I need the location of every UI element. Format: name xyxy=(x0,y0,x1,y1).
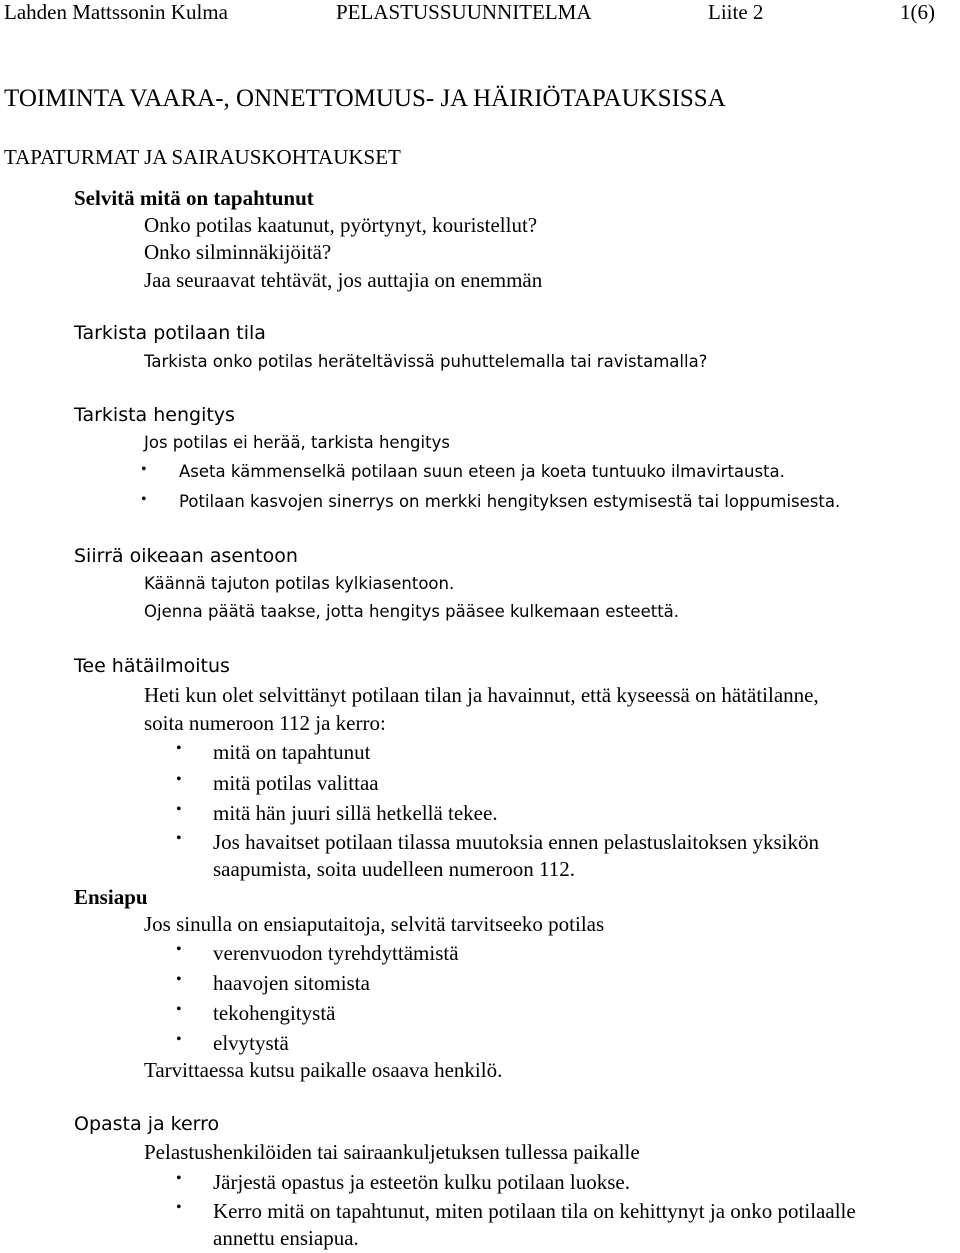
selvita-line-3: Jaa seuraavat tehtävät, jos auttajia on enemmän xyxy=(144,268,543,292)
bullet-icon: • xyxy=(176,771,182,788)
section-heading-hatailmoitus: Tee hätäilmoitus xyxy=(74,655,230,677)
opasta-bullet-2-cont: annettu ensiapua. xyxy=(213,1226,359,1250)
bullet-icon: • xyxy=(141,461,147,478)
opasta-bullet-1: Järjestä opastus ja esteetön kulku potilaan luokse. xyxy=(213,1170,630,1194)
header-page-number: 1(6) xyxy=(900,0,935,24)
hatailmoitus-bullet-3: mitä hän juuri sillä hetkellä tekee. xyxy=(213,801,498,825)
hatailmoitus-bullet-4-cont: saapumista, soita uudelleen numeroon 112. xyxy=(213,857,575,881)
hengitys-bullet-1: Aseta kämmenselkä potilaan suun eteen ja koeta tuntuuko ilmavirtausta. xyxy=(179,462,785,481)
tila-line-1: Tarkista onko potilas heräteltävissä puhuttelemalla tai ravistamalla? xyxy=(144,352,708,371)
section-heading-tila: Tarkista potilaan tila xyxy=(74,322,266,344)
bullet-icon: • xyxy=(176,1001,182,1018)
hatailmoitus-bullet-1: mitä on tapahtunut xyxy=(213,740,371,764)
ensiapu-bullet-4: elvytystä xyxy=(213,1031,289,1055)
header-attachment: Liite 2 xyxy=(708,0,764,24)
page-title: TOIMINTA VAARA-, ONNETTOMUUS- JA HÄIRIÖTAPAUKSISSA xyxy=(4,85,726,112)
bullet-icon: • xyxy=(176,1170,182,1187)
bullet-icon: • xyxy=(176,830,182,847)
ensiapu-line-1: Jos sinulla on ensiaputaitoja, selvitä tarvitseeko potilas xyxy=(144,912,605,936)
hatailmoitus-line-1: Heti kun olet selvittänyt potilaan tilan ja havainnut, että kyseessä on hätätilanne, xyxy=(144,683,819,707)
hatailmoitus-bullet-4: Jos havaitset potilaan tilassa muutoksia ennen pelastuslaitoksen yksikön xyxy=(213,830,819,854)
page-subtitle: TAPATURMAT JA SAIRAUSKOHTAUKSET xyxy=(4,145,401,169)
hatailmoitus-line-2: soita numeroon 112 ja kerro: xyxy=(144,711,386,735)
selvita-line-1: Onko potilas kaatunut, pyörtynyt, kouristellut? xyxy=(144,213,538,237)
header-organization: Lahden Mattssonin Kulma xyxy=(4,0,228,24)
section-heading-opasta: Opasta ja kerro xyxy=(74,1113,220,1135)
ensiapu-closing: Tarvittaessa kutsu paikalle osaava henkilö. xyxy=(144,1058,503,1082)
bullet-icon: • xyxy=(176,1199,182,1216)
header-document-title: PELASTUSSUUNNITELMA xyxy=(336,0,592,24)
bullet-icon: • xyxy=(176,801,182,818)
selvita-line-2: Onko silminnäkijöitä? xyxy=(144,240,332,264)
asento-line-1: Käännä tajuton potilas kylkiasentoon. xyxy=(144,574,455,593)
hengitys-bullet-2: Potilaan kasvojen sinerrys on merkki hengityksen estymisestä tai loppumisesta. xyxy=(179,492,841,511)
hatailmoitus-bullet-2: mitä potilas valittaa xyxy=(213,771,379,795)
ensiapu-bullet-2: haavojen sitomista xyxy=(213,971,370,995)
opasta-line-1: Pelastushenkilöiden tai sairaankuljetuksen tullessa paikalle xyxy=(144,1140,640,1164)
opasta-bullet-2: Kerro mitä on tapahtunut, miten potilaan tila on kehittynyt ja onko potilaalle xyxy=(213,1199,856,1223)
ensiapu-bullet-1: verenvuodon tyrehdyttämistä xyxy=(213,941,459,965)
section-heading-selvita: Selvitä mitä on tapahtunut xyxy=(74,186,314,210)
asento-line-2: Ojenna päätä taakse, jotta hengitys pääsee kulkemaan esteettä. xyxy=(144,602,680,621)
bullet-icon: • xyxy=(141,491,147,508)
section-heading-asento: Siirrä oikeaan asentoon xyxy=(74,545,298,567)
hengitys-line-1: Jos potilas ei herää, tarkista hengitys xyxy=(144,433,450,452)
bullet-icon: • xyxy=(176,740,182,757)
bullet-icon: • xyxy=(176,941,182,958)
section-heading-ensiapu: Ensiapu xyxy=(74,885,148,909)
section-heading-hengitys: Tarkista hengitys xyxy=(74,404,235,426)
bullet-icon: • xyxy=(176,1031,182,1048)
ensiapu-bullet-3: tekohengitystä xyxy=(213,1001,336,1025)
bullet-icon: • xyxy=(176,971,182,988)
